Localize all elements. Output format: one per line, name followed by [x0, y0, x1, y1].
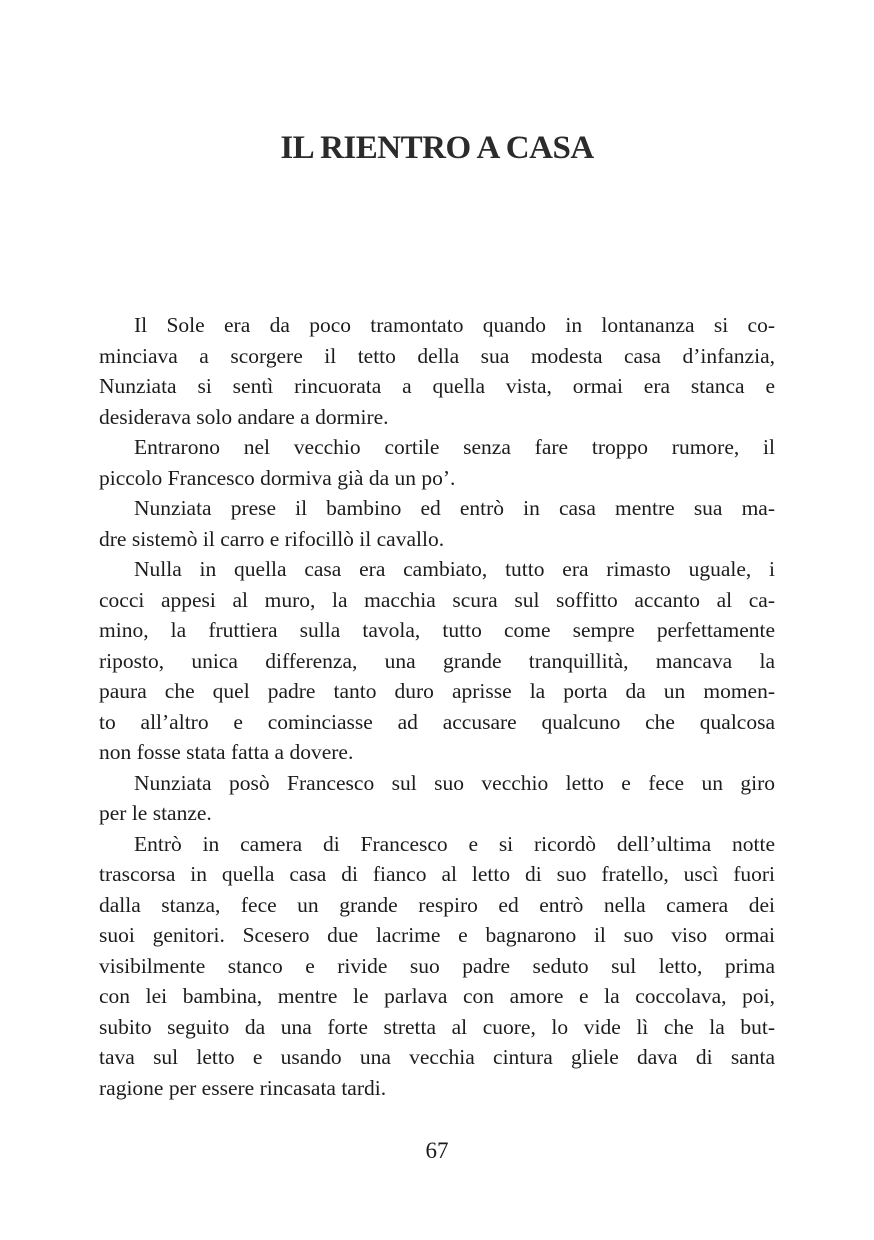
paragraph: [99, 432, 775, 493]
text-line: riposto, unica differenza, una grande tranquillità, mancava la: [99, 648, 775, 673]
text-line: Entrarono nel vecchio cortile senza fare troppo rumore, il: [134, 435, 775, 459]
text-line: Entrò in camera di Francesco e si ricordò dell’ultima notte: [134, 831, 775, 856]
text-line: cocci appesi al muro, la macchia scura sul soffitto accanto al ca-: [99, 587, 775, 612]
paragraph: [99, 554, 775, 768]
text-line: per le stanze.: [99, 801, 212, 825]
text-line: Nunziata posò Francesco sul suo vecchio letto e fece un giro: [134, 770, 775, 795]
text-line: Nunziata si sentì rincuorata a quella vista, ormai era stanca e: [99, 374, 775, 398]
text-line: minciava a scorgere il tetto della sua modesta casa d’infanzia,: [99, 343, 775, 368]
text-line: desiderava solo andare a dormire.: [99, 404, 389, 429]
text-line: visibilmente stanco e rivide suo padre seduto sul letto, prima: [99, 953, 775, 978]
text-line: paura che quel padre tanto duro aprisse la porta da un momen-: [99, 679, 775, 703]
text-line: ragione per essere rincasata tardi.: [99, 1075, 387, 1100]
text-line: tava sul letto e usando una vecchia cintura gliele dava di santa: [99, 1045, 775, 1069]
page-number: 67: [425, 1138, 449, 1163]
body-text: [99, 310, 775, 1103]
paragraph: [99, 768, 775, 829]
text-line: dalla stanza, fece un grande respiro ed entrò nella camera dei: [99, 892, 775, 917]
text-line: to all’altro e cominciasse ad accusare qualcuno che qualcosa: [99, 709, 775, 734]
text-line: piccolo Francesco dormiva già da un po’.: [99, 465, 456, 490]
text-line: mino, la fruttiera sulla tavola, tutto come sempre perfettamente: [99, 618, 775, 642]
paragraph: [99, 310, 775, 432]
text-line: non fosse stata fatta a dovere.: [99, 740, 354, 764]
paragraph: [99, 493, 775, 554]
text-line: con lei bambina, mentre le parlava con amore e la coccolava, poi,: [99, 984, 775, 1008]
text-line: trascorsa in quella casa di fianco al letto di suo fratello, uscì fuori: [99, 862, 775, 886]
text-line: Nulla in quella casa era cambiato, tutto era rimasto uguale, i: [134, 557, 775, 581]
text-line: Il Sole era da poco tramontato quando in lontananza si co-: [134, 313, 775, 337]
text-line: Nunziata prese il bambino ed entrò in casa mentre sua ma-: [134, 496, 775, 520]
text-line: subito seguito da una forte stretta al cuore, lo vide lì che la but-: [99, 1014, 775, 1039]
paragraph: [99, 829, 775, 1104]
text-line: dre sistemò il carro e rifocillò il cavallo.: [99, 526, 445, 551]
text-line: suoi genitori. Scesero due lacrime e bagnarono il suo viso ormai: [99, 923, 775, 947]
chapter-title: IL RIENTRO A CASA: [280, 130, 594, 166]
